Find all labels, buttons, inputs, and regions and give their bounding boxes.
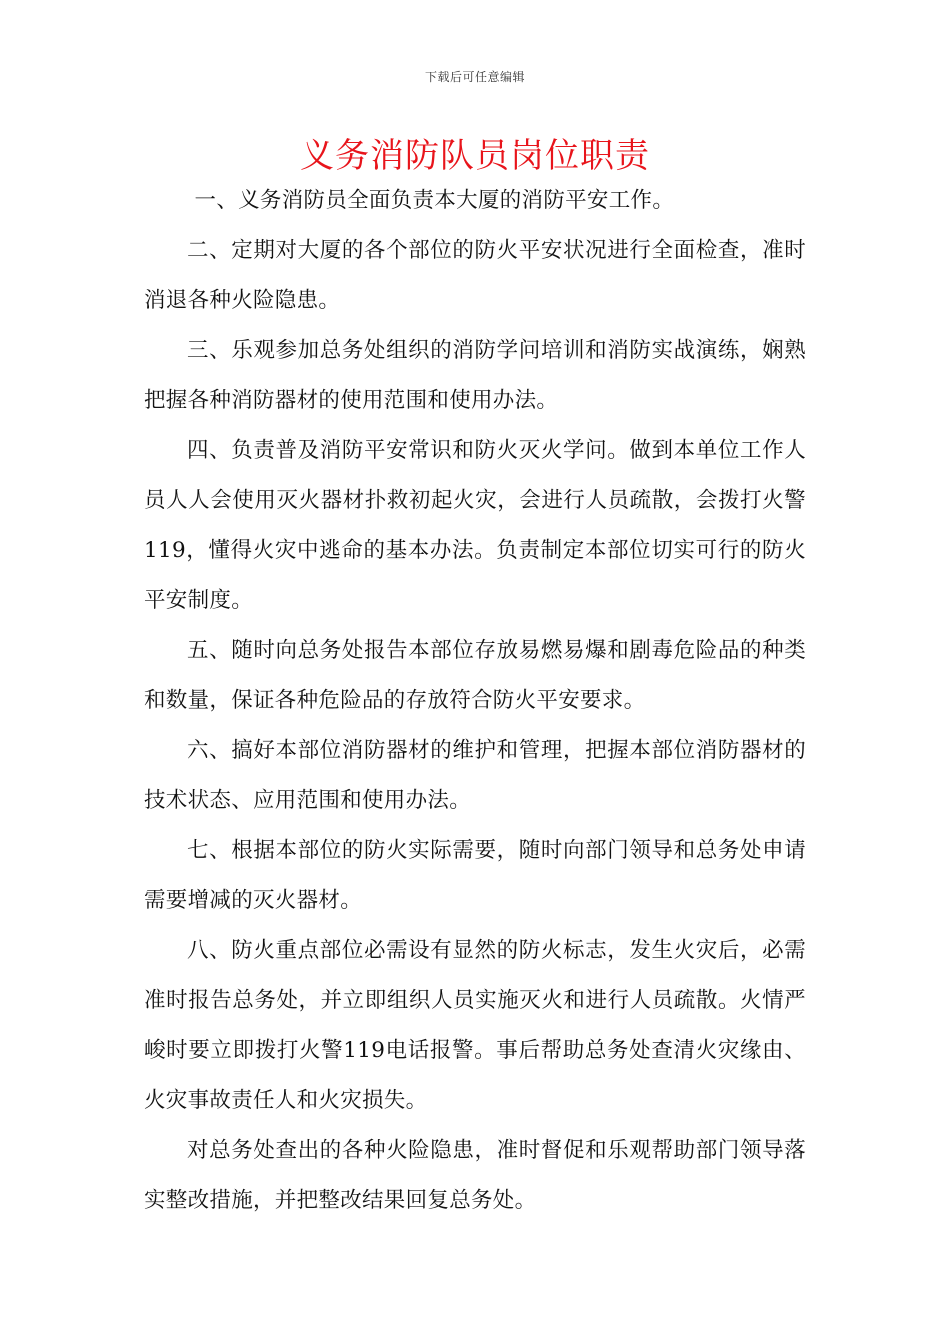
document-body xyxy=(144,176,806,1226)
paragraph-2: 二、定期对大厦的各个部位的防火平安状况进行全面检查，准时消退各种火险隐患。 xyxy=(144,238,806,313)
paragraph-6: 六、搞好本部位消防器材的维护和管理，把握本部位消防器材的技术状态、应用范围和使用办法。 xyxy=(144,738,806,813)
header-note: 下载后可任意编辑 xyxy=(424,70,525,84)
paragraph-4: 四、负责普及消防平安常识和防火灭火学问。做到本单位工作人员人人会使用灭火器材扑救初起火灾，会进行人员疏散，会拨打火警119，懂得火灾中逃命的基本办法。负责制定本部位切实可行的防火平安制度。 xyxy=(144,438,806,613)
page-title: 义务消防队员岗位职责 xyxy=(300,136,650,176)
paragraph-9: 对总务处查出的各种火险隐患，准时督促和乐观帮助部门领导落实整改措施，并把整改结果回复总务处。 xyxy=(144,1138,806,1213)
paragraph-7: 七、根据本部位的防火实际需要，随时向部门领导和总务处申请需要增减的灭火器材。 xyxy=(144,838,806,913)
paragraph-1: 一、义务消防员全面负责本大厦的消防平安工作。 xyxy=(194,188,675,213)
paragraph-5: 五、随时向总务处报告本部位存放易燃易爆和剧毒危险品的种类和数量，保证各种危险品的存放符合防火平安要求。 xyxy=(144,638,806,713)
paragraph-8: 八、防火重点部位必需设有显然的防火标志，发生火灾后，必需准时报告总务处，并立即组织人员实施灭火和进行人员疏散。火情严峻时要立即拨打火警119电话报警。事后帮助总务处查清火灾缘由、火灾事故责任人和火灾损失。 xyxy=(144,938,806,1113)
paragraph-3: 三、乐观参加总务处组织的消防学问培训和消防实战演练，娴熟把握各种消防器材的使用范围和使用办法。 xyxy=(144,338,806,413)
